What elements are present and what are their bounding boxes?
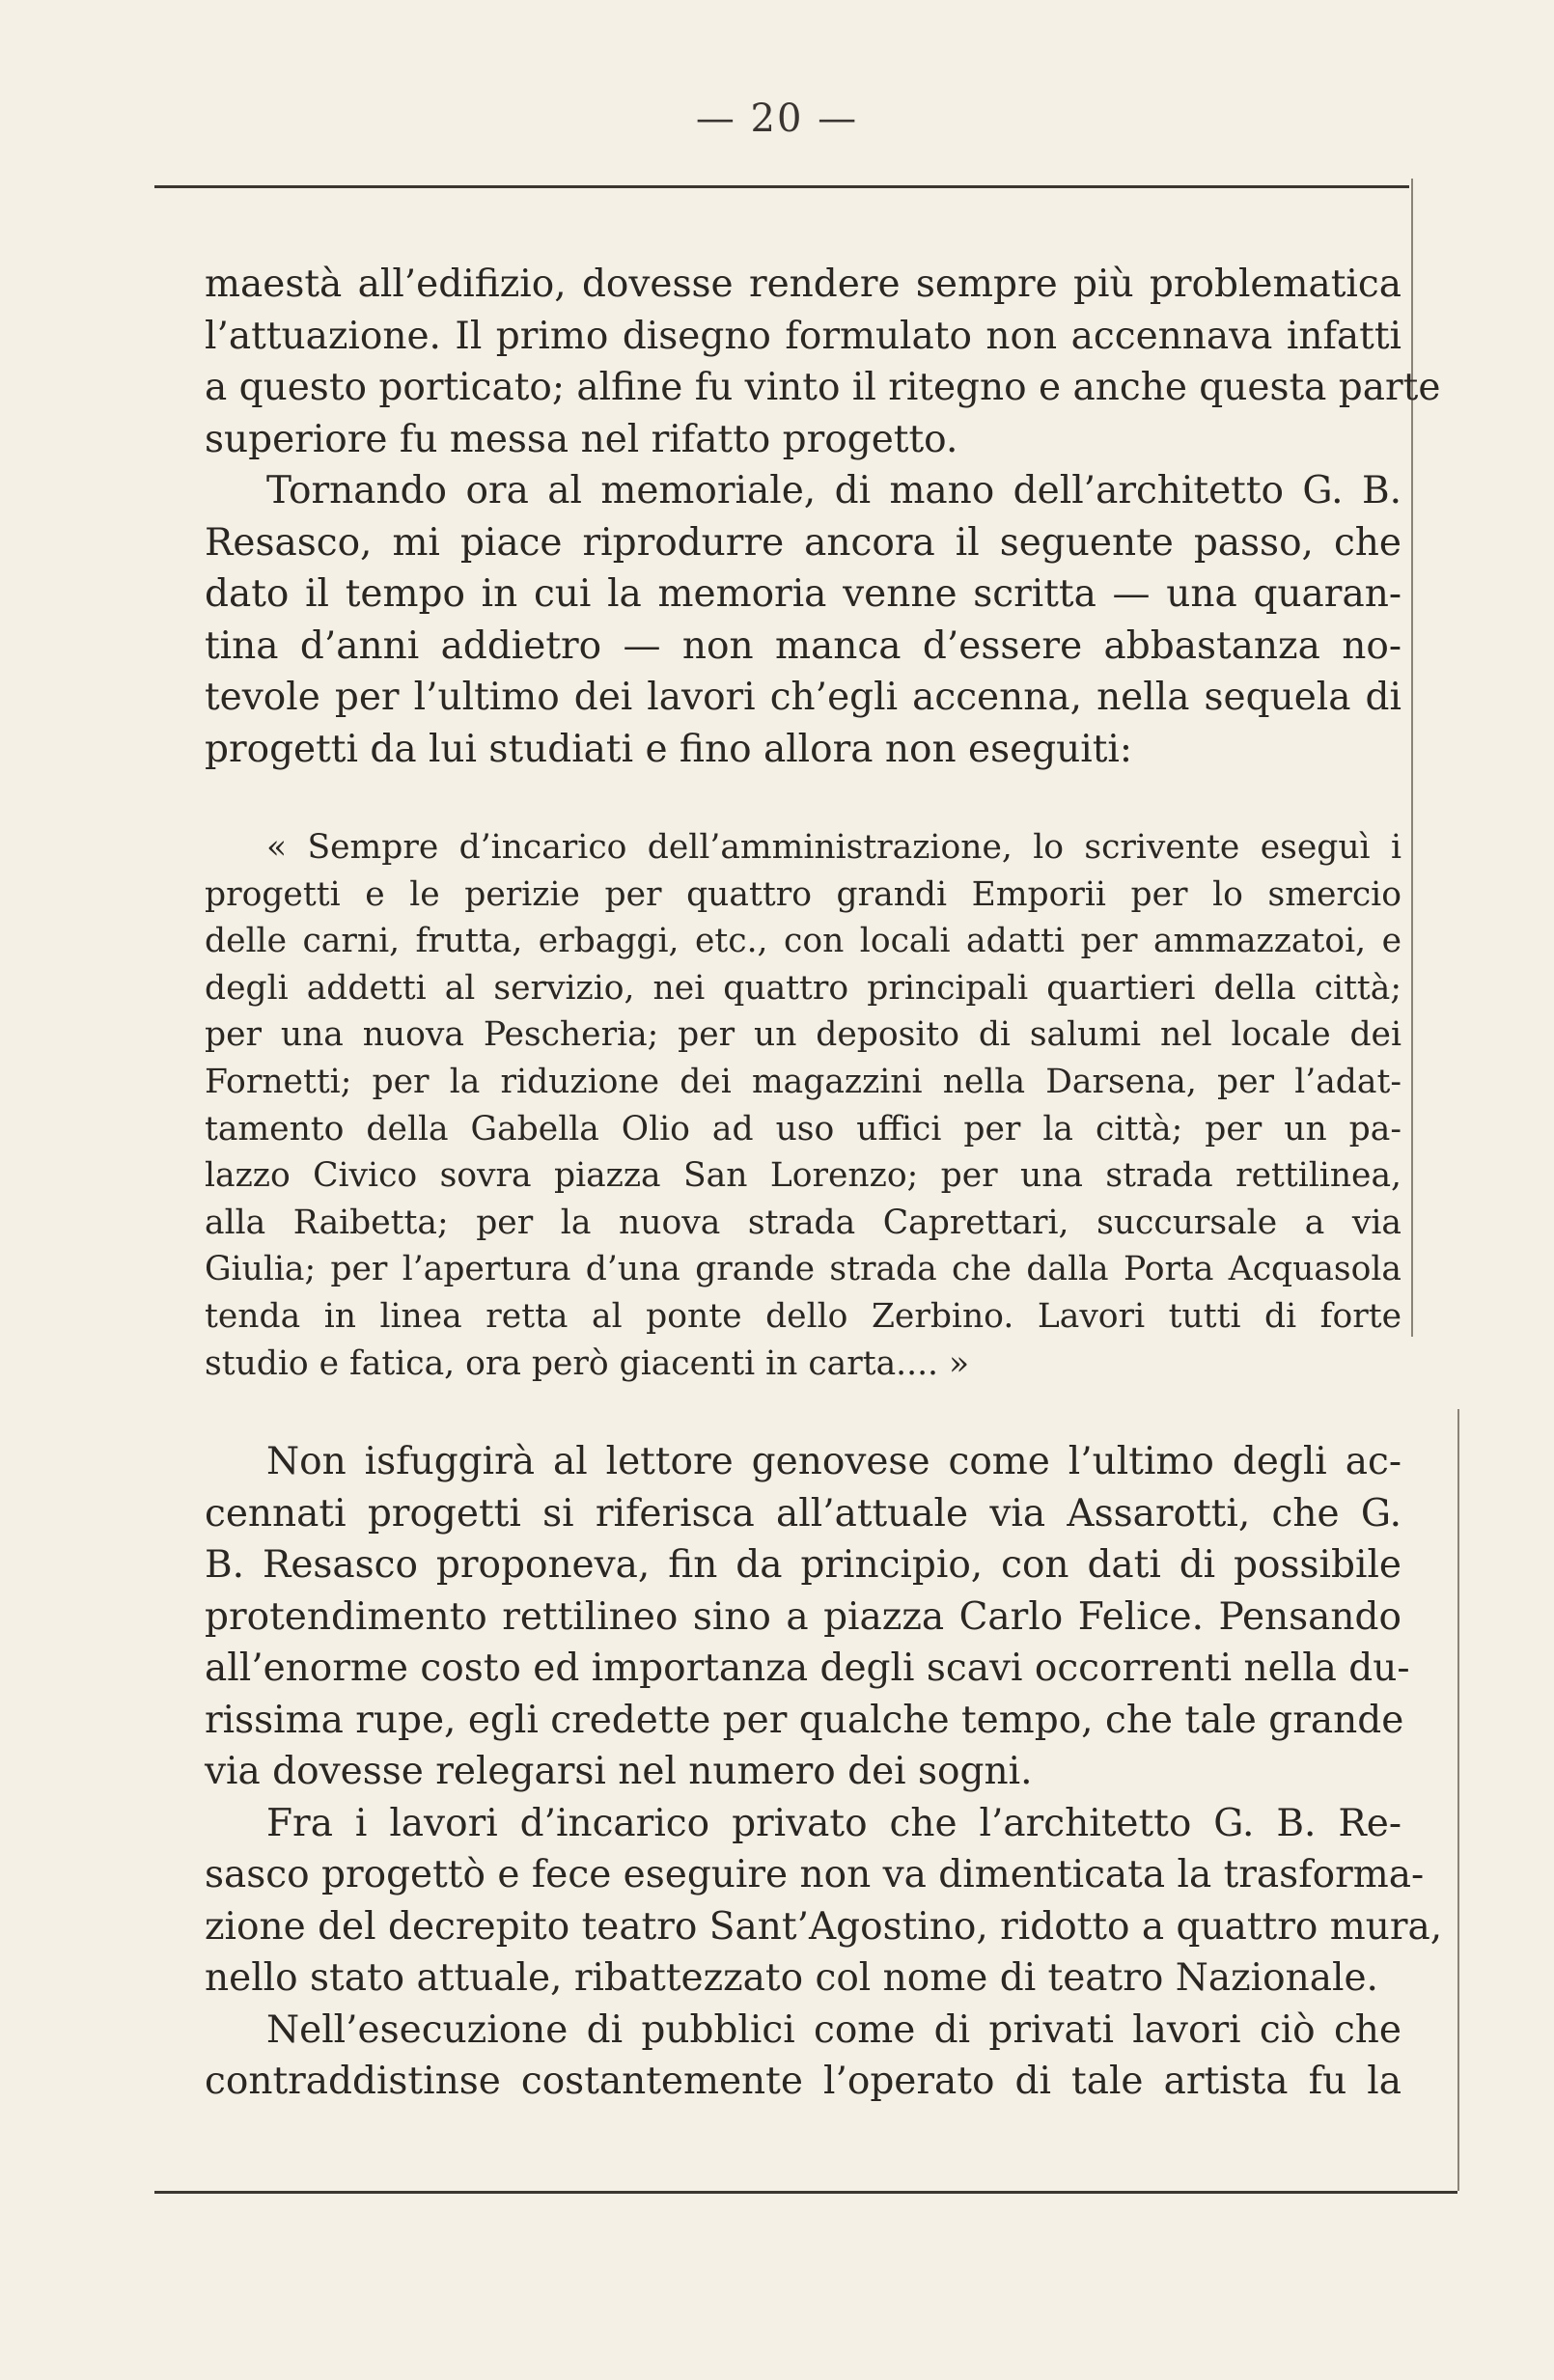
text-line: tevole per l’ultimo dei lavori ch’egli accenna, nella sequela di: [205, 676, 1401, 719]
paragraph: [205, 1436, 1410, 1798]
text-line: dato il tempo in cui la memoria venne scritta — una quaran-: [205, 572, 1401, 616]
text-line: protendimento rettilineo sino a piazza Carlo Felice. Pensando: [205, 1594, 1401, 1639]
text-line: a questo porticato; alfine fu vinto il ritegno e anche questa parte: [205, 366, 1441, 409]
text-line: Fra i lavori d’incarico privato che l’architetto G. B. Re-: [266, 1801, 1401, 1845]
text-line: contraddistinse costantemente l’operato di tale artista fu la: [205, 2060, 1401, 2103]
quote-line: tamento della Gabella Olio ad uso uffici per la città; per un pa-: [205, 1109, 1401, 1148]
quote-line: progetti e le perizie per quattro grandi Emporii per lo smercio: [205, 874, 1401, 914]
text-line: tina d’anni addietro — non manca d’essere abbastanza no-: [205, 623, 1401, 668]
quotation-block: [205, 824, 1401, 1387]
paragraph: [205, 2005, 1401, 2108]
quote-line: « Sempre d’incarico dell’amministrazione, lo scrivente eseguì i: [266, 828, 1401, 867]
text-line: zione del decrepito teatro Sant’Agostino, ridotto a quattro mura,: [205, 1904, 1443, 1949]
text-line: Nell’esecuzione di pubblici come di privati lavori ciò che: [266, 2007, 1401, 2052]
text-line: progetti da lui studiati e fino allora non eseguiti:: [205, 727, 1133, 771]
text-line: nello stato attuale, ribattezzato col nome di teatro Nazionale.: [205, 1956, 1378, 2000]
text-line: Non isfuggirà al lettore genovese come l’ultimo degli ac-: [266, 1440, 1401, 1483]
text-line: Resasco, mi piace riprodurre ancora il seguente passo, che: [205, 520, 1401, 565]
paragraph: [205, 259, 1441, 465]
quote-line: alla Raibetta; per la nuova strada Caprettari, succursale a via: [205, 1203, 1401, 1242]
paragraph: [205, 1798, 1443, 2005]
page-number: — 20 —: [695, 97, 859, 141]
text-line: via dovesse relegarsi nel numero dei sogni.: [205, 1750, 1033, 1793]
text-line: l’attuazione. Il primo disegno formulato non accennava infatti: [205, 314, 1401, 358]
bottom-rule: [154, 2191, 1457, 2194]
text-line: maestà all’edifizio, dovesse rendere sempre più problematica: [205, 263, 1401, 306]
quote-line: per una nuova Pescheria; per un deposito di salumi nel locale dei: [205, 1015, 1401, 1055]
text-line: superiore fu messa nel rifatto progetto.: [205, 417, 958, 461]
quote-line: lazzo Civico sovra piazza San Lorenzo; per una strada rettilinea,: [205, 1156, 1401, 1196]
text-line: Tornando ora al memoriale, di mano dell’architetto G. B.: [266, 469, 1401, 512]
quote-line: Giulia; per l’apertura d’una grande strada che dalla Porta Acquasola: [205, 1250, 1401, 1289]
quote-line: degli addetti al servizio, nei quattro principali quartieri della città;: [205, 968, 1401, 1008]
top-rule: [154, 185, 1409, 188]
text-block-top: [205, 259, 1441, 775]
text-block-bottom: [205, 1436, 1443, 2108]
right-margin-rule-lower: [1457, 1409, 1459, 2191]
text-line: cennati progetti si riferisca all’attuale via Assarotti, che G.: [205, 1491, 1401, 1536]
quote-line: tenda in linea retta al ponte dello Zerbino. Lavori tutti di forte: [205, 1296, 1401, 1336]
text-line: B. Resasco proponeva, fin da principio, con dati di possibile: [205, 1543, 1401, 1587]
quote-line: Fornetti; per la riduzione dei magazzini nella Darsena, per l’adat-: [205, 1062, 1401, 1101]
quote-line: delle carni, frutta, erbaggi, etc., con locali adatti per ammazzatoi, e: [205, 922, 1401, 961]
text-line: all’enorme costo ed importanza degli scavi occorrenti nella du-: [205, 1647, 1410, 1690]
text-line: rissima rupe, egli credette per qualche tempo, che tale grande: [205, 1698, 1404, 1742]
quote-line: studio e fatica, ora però giacenti in carta.... »: [205, 1343, 970, 1383]
text-line: sasco progettò e fece eseguire non va dimenticata la trasforma-: [205, 1853, 1425, 1896]
paragraph: [205, 465, 1401, 775]
right-margin-rule: [1411, 179, 1413, 1337]
